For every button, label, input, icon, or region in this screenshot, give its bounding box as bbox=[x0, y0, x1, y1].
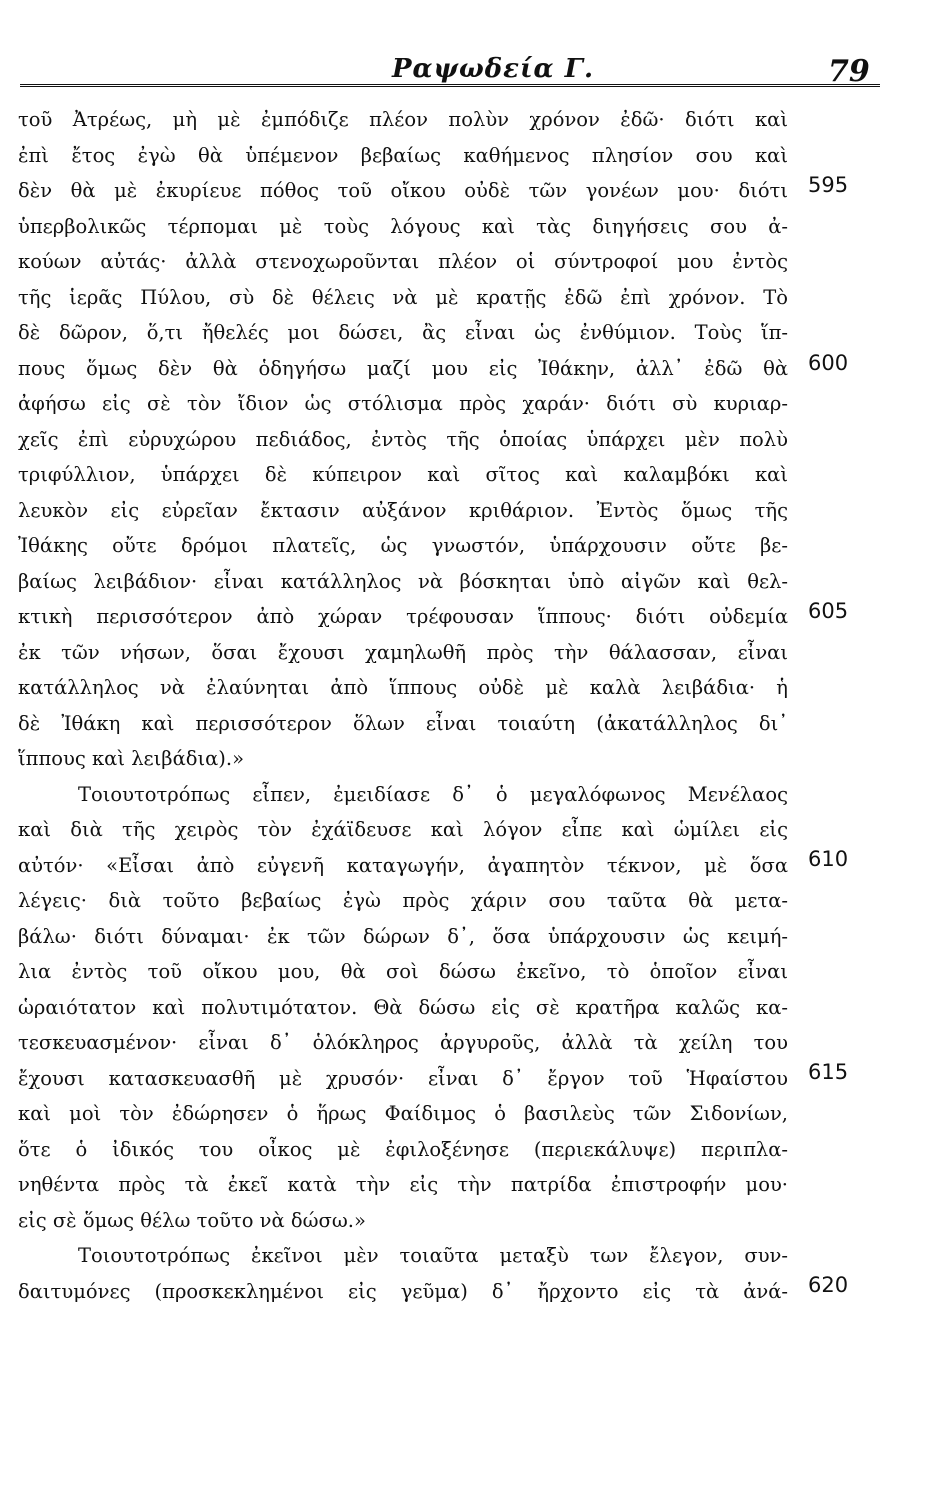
text-line: Τοιουτοτρόπως ἐκεῖνοι μὲν τοιαῦτα μεταξὺ των ἔλεγον, συν- bbox=[78, 1244, 788, 1267]
text-line: Τοιουτοτρόπως εἶπεν, ἐμειδίασε δ᾽ ὁ μεγαλόφωνος Μενέλαος bbox=[78, 782, 788, 806]
text-line: κούων αὐτάς· ἀλλὰ στενοχωροῦνται πλέον οἱ σύντροφοί μου ἐντὸς bbox=[18, 250, 788, 273]
text-line: χεῖς ἐπὶ εὐρυχώρου πεδιάδος, ἐντὸς τῆς ὁποίας ὑπάρχει μὲν πολὺ bbox=[18, 427, 788, 451]
text-line: λευκὸν εἰς εὐρεῖαν ἔκτασιν αὐξάνον κριθάριον. Ἐντὸς ὅμως τῆς bbox=[18, 498, 788, 522]
line-number: 600 bbox=[808, 351, 849, 375]
text-line: δὲ δῶρον, ὅ,τι ἤθελές μοι δώσει, ἂς εἶναι ὡς ἐνθύμιον. Τοὺς ἵπ- bbox=[18, 321, 788, 344]
page-header bbox=[20, 50, 880, 89]
header-rule bbox=[20, 84, 880, 87]
text-line: τῆς ἱερᾶς Πύλου, σὺ δὲ θέλεις νὰ μὲ κρατῇς ἐδῶ ἐπὶ χρόνον. Τὸ bbox=[18, 285, 788, 309]
text-line: δὲ Ἰθάκη καὶ περισσότερον ὅλων εἶναι τοιαύτη (ἀκατάλληλος δι᾽ bbox=[18, 711, 788, 735]
text-line: καὶ διὰ τῆς χειρὸς τὸν ἐχάϊδευσε καὶ λόγον εἶπε καὶ ὡμίλει εἰς bbox=[18, 818, 788, 841]
text-line: ἐπὶ ἔτος ἐγὼ θὰ ὑπέμενον βεβαίως καθήμενος πλησίον σου καὶ bbox=[18, 143, 788, 167]
text-line: ὑπερβολικῶς τέρπομαι μὲ τοὺς λόγους καὶ τὰς διηγήσεις σου ἀ- bbox=[18, 214, 788, 238]
text-line: βαίως λειβάδιον· εἶναι κατάλληλος νὰ βόσκηται ὑπὸ αἰγῶν καὶ θελ- bbox=[18, 569, 788, 593]
text-line: ἵππους καὶ λειβάδια).» bbox=[18, 747, 245, 770]
text-line: καὶ μοὶ τὸν ἐδώρησεν ὁ ἥρως Φαίδιμος ὁ βασιλεὺς τῶν Σιδονίων, bbox=[18, 1102, 788, 1125]
line-number: 605 bbox=[808, 599, 849, 623]
text-line: εἰς σὲ ὅμως θέλω τοῦτο νὰ δώσω.» bbox=[18, 1208, 366, 1232]
text-line: τριφύλλιον, ὑπάρχει δὲ κύπειρον καὶ σῖτος καὶ καλαμβόκι καὶ bbox=[18, 463, 788, 486]
page-number: 79 bbox=[828, 54, 870, 89]
text-line: κτικὴ περισσότερον ἀπὸ χώραν τρέφουσαν ἵππους· διότι οὐδεμία bbox=[18, 605, 788, 628]
line-number: 610 bbox=[808, 847, 849, 871]
text-line: ἀφήσω εἰς σὲ τὸν ἴδιον ὡς στόλισμα πρὸς χαράν· διότι σὺ κυριαρ- bbox=[18, 392, 788, 415]
text-line: κατάλληλος νὰ ἐλαύνηται ἀπὸ ἵππους οὐδὲ μὲ καλὰ λειβάδια· ἡ bbox=[18, 676, 788, 699]
text-line: ὅτε ὁ ἰδικός του οἶκος μὲ ἐφιλοξένησε (περιεκάλυψε) περιπλα- bbox=[18, 1137, 788, 1161]
text-line: ὡραιότατον καὶ πολυτιμότατον. Θὰ δώσω εἰς σὲ κρατῆρα καλῶς κα- bbox=[18, 995, 788, 1019]
text-line: δαιτυμόνες (προσκεκλημένοι εἰς γεῦμα) δ᾽ ἤρχοντο εἰς τὰ ἀνά- bbox=[18, 1279, 788, 1303]
text-line: ἔχουσι κατασκευασθῆ μὲ χρυσόν· εἶναι δ᾽ ἔργον τοῦ Ἡφαίστου bbox=[18, 1066, 788, 1090]
text-line: νηθέντα πρὸς τὰ ἐκεῖ κατὰ τὴν εἰς τὴν πατρίδα ἐπιστροφήν μου· bbox=[18, 1173, 788, 1196]
text-line: ἐκ τῶν νήσων, ὅσαι ἔχουσι χαμηλωθῆ πρὸς τὴν θάλασσαν, εἶναι bbox=[18, 640, 788, 664]
text-line: τεσκευασμένον· εἶναι δ᾽ ὁλόκληρος ἀργυροῦς, ἀλλὰ τὰ χείλη του bbox=[18, 1031, 788, 1054]
text-line: δὲν θὰ μὲ ἐκυρίευε πόθος τοῦ οἴκου οὐδὲ τῶν γονέων μου· διότι bbox=[18, 179, 788, 202]
text-line: Ἰθάκης οὔτε δρόμοι πλατεῖς, ὡς γνωστόν, ὑπάρχουσιν οὔτε βε- bbox=[18, 534, 788, 557]
text-line: τοῦ Ἀτρέως, μὴ μὲ ἐμπόδιζε πλέον πολὺν χρόνον ἐδῶ· διότι καὶ bbox=[18, 108, 788, 131]
text-line: βάλω· διότι δύναμαι· ἐκ τῶν δώρων δ᾽, ὅσα ὑπάρχουσιν ὡς κειμή- bbox=[18, 924, 788, 948]
text-line: λια ἐντὸς τοῦ οἴκου μου, θὰ σοὶ δώσω ἐκεῖνο, τὸ ὁποῖον εἶναι bbox=[18, 960, 788, 983]
line-number: 620 bbox=[808, 1273, 849, 1297]
line-number: 615 bbox=[808, 1060, 849, 1084]
line-number: 595 bbox=[808, 173, 849, 197]
text-line: λέγεις· διὰ τοῦτο βεβαίως ἐγὼ πρὸς χάριν σου ταῦτα θὰ μετα- bbox=[18, 889, 788, 912]
running-title: Ραψωδεία Γ. bbox=[392, 54, 595, 84]
text-line: αὐτόν· «Εἶσαι ἀπὸ εὐγενῆ καταγωγήν, ἀγαπητὸν τέκνον, μὲ ὅσα bbox=[18, 853, 788, 877]
body-text bbox=[18, 102, 788, 1309]
text-line: πους ὅμως δὲν θὰ ὁδηγήσω μαζί μου εἰς Ἰθάκην, ἀλλ᾽ ἐδῶ θὰ bbox=[18, 356, 788, 380]
